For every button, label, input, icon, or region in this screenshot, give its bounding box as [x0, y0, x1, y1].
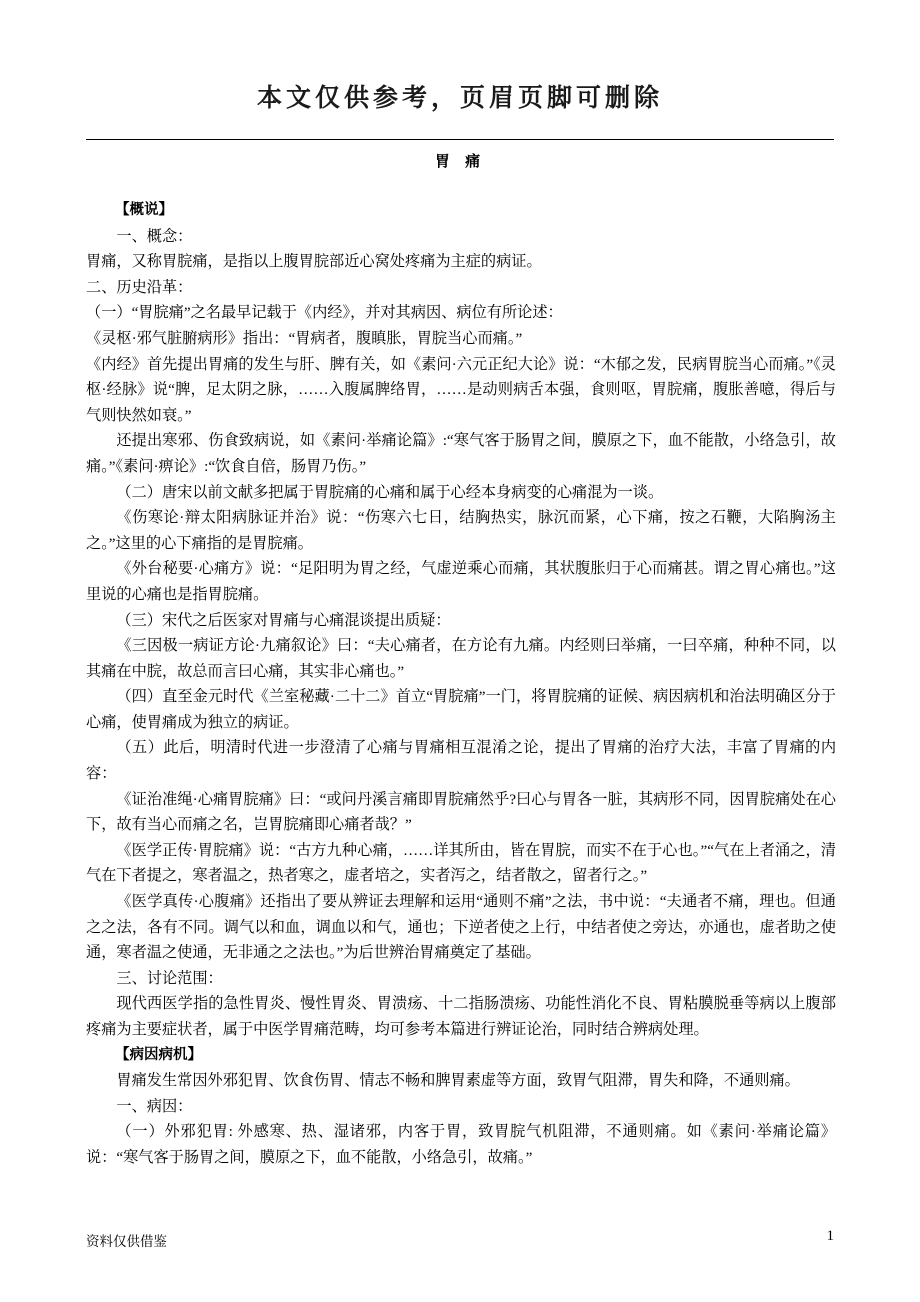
body-paragraph: （三）宋代之后医家对胃痛与心痛混谈提出质疑：: [116, 611, 451, 629]
header-watermark-text: 本文仅供参考，页眉页脚可删除: [256, 83, 663, 112]
body-paragraph: 【病因病机】: [115, 1046, 202, 1063]
body-paragraph: 胃痛，又称胃脘痛，是指以上腹胃脘部近心窝处疼痛为主症的病证。: [86, 253, 542, 271]
document-body: [86, 198, 836, 1171]
body-paragraph: 《三因极一病证方论·九痛叙论》曰：“夫心痛者，在方论有九痛。内经则曰举痛，一曰卒痛，种种不同，以其痛在中脘，故总而言曰心痛，其实非心痛也。”: [86, 637, 836, 680]
page-title: 胃 痛: [434, 152, 486, 170]
body-paragraph: （四）直至金元时代《兰室秘藏·二十二》首立“胃脘痛”一门，将胃脘痛的证候、病因病机和治法明确区分于心痛，使胃痛成为独立的病证。: [86, 688, 836, 731]
body-paragraph: 一、概念：: [116, 227, 193, 245]
body-paragraph: （二）唐宋以前文献多把属于胃脘痛的心痛和属于心经本身病变的心痛混为一谈。: [116, 483, 664, 501]
body-paragraph: 胃痛发生常因外邪犯胃、饮食伤胃、情志不畅和脾胃素虚等方面，致胃气阻滞，胃失和降，不通则痛。: [116, 1072, 800, 1090]
body-paragraph: （五）此后，明清时代进一步澄清了心痛与胃痛相互混淆之论，提出了胃痛的治疗大法，丰富了胃痛的内容：: [86, 739, 836, 783]
footer-note: 资料仅供借鉴: [86, 1234, 167, 1250]
body-paragraph: 《医学真传·心腹痛》还指出了要从辨证去理解和运用“通则不痛”之法，书中说：“夫通者不痛，理也。但通之之法，各有不同。调气以和血，调血以和气，通也；下逆者使之上行，中结者使之旁达，亦通也，虚者助之使通，寒者温之使通，无非通之之法也。”为后世辨治胃痛奠定了基础。: [86, 893, 836, 962]
body-paragraph: 二、历史沿革：: [86, 278, 193, 296]
body-paragraph: 三、讨论范围：: [116, 969, 223, 987]
body-paragraph: 《内经》首先提出胃痛的发生与肝、脾有关，如《素问·六元正纪大论》说：“木郁之发，民病胃脘当心而痛。”《灵枢·经脉》说“脾，足太阴之脉，……入腹属脾络胃，……是动则病舌本强，食则呕，胃脘痛，腹胀善噫，得后与气则快然如衰。”: [86, 355, 836, 424]
body-paragraph: 一、病因：: [116, 1097, 193, 1115]
body-paragraph: 还提出寒邪、伤食致病说，如《素问·举痛论篇》:“寒气客于肠胃之间，膜原之下，血不能散，小络急引，故痛。”《素问·痹论》:“饮食自倍，肠胃乃伤。”: [86, 432, 836, 475]
body-paragraph: 《外台秘要·心痛方》说：“足阳明为胃之经，气虚逆乘心而痛，其状腹胀归于心而痛甚。谓之胃心痛也。”这里说的心痛也是指胃脘痛。: [86, 560, 836, 603]
body-paragraph: 《灵枢·邪气脏腑病形》指出：“胃病者，腹瞋胀，胃脘当心而痛。”: [86, 329, 523, 347]
body-paragraph: 《医学正传·胃脘痛》说：“古方九种心痛，……详其所由，皆在胃脘，而实不在于心也。”“气在上者涌之，清气在下者提之，寒者温之，热者寒之，虚者培之，实者泻之，结者散之，留者行之。”: [86, 841, 836, 885]
footer-page-number: 1: [826, 1228, 834, 1244]
body-paragraph: 《证治准绳·心痛胃脘痛》曰：“或问丹溪言痛即胃脘痛然乎?曰心与胃各一脏，其病形不同，因胃脘痛处在心下，故有当心而痛之名，岂胃脘痛即心痛者哉？”: [86, 790, 836, 834]
body-paragraph: 【概说】: [115, 202, 173, 218]
body-paragraph: （一）外邪犯胃: 外感寒、热、湿诸邪，内客于胃，致胃脘气机阻滞，不通则痛。如《素问·举痛论篇》说：“寒气客于肠胃之间，膜原之下，血不能散，小络急引，故痛。”: [86, 1123, 836, 1166]
header-divider: [86, 139, 834, 140]
body-paragraph: 现代西医学指的急性胃炎、慢性胃炎、胃溃疡、十二指肠溃疡、功能性消化不良、胃粘膜脱垂等病以上腹部疼痛为主要症状者，属于中医学胃痛范畴，均可参考本篇进行辨证论治，同时结合辨病处理。: [86, 995, 836, 1038]
body-paragraph: 《伤寒论·辩太阳病脉证并治》说：“伤寒六七日，结胸热实，脉沉而紧，心下痛，按之石鞭，大陷胸汤主之。”这里的心下痛指的是胃脘痛。: [86, 509, 836, 552]
body-paragraph: （一）“胃脘痛”之名最早记载于《内经》，并对其病因、病位有所论述：: [86, 304, 563, 322]
